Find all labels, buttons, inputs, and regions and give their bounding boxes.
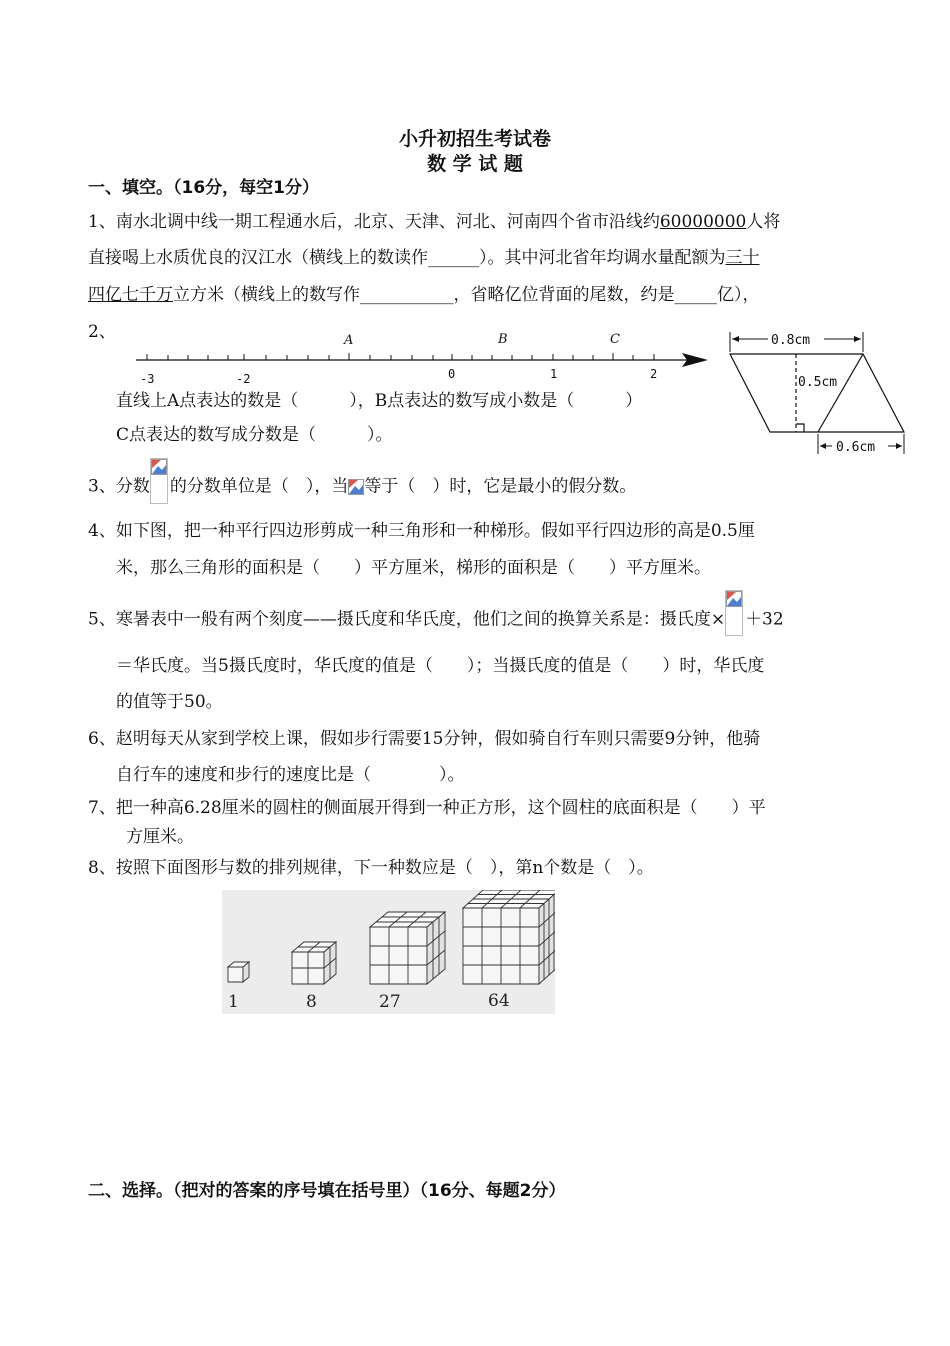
q1-line3-text: 立方米（横线上的数写作___________，省略亿位背面的尾数，约是_____亿），: [173, 285, 760, 305]
point-label-c: C: [610, 332, 620, 347]
cube-1-front-face: [228, 967, 243, 982]
q5-text-b: ＋32: [745, 609, 784, 630]
cube-3-front-face: [370, 927, 427, 984]
q2-line-b: C点表达的数写成分数是（ ）。: [116, 425, 393, 445]
cut-line: [818, 354, 863, 432]
q1-line1-text-a: 1、南水北调中线一期工程通水后，北京、天津、河北、河南四个省市沿线约: [88, 212, 660, 232]
tick-label-neg2: -2: [236, 372, 251, 386]
cube-pattern-image: [222, 890, 555, 1014]
cube-label-64: 64: [488, 991, 510, 1011]
cube-label-1: 1: [228, 992, 239, 1012]
fraction-image-placeholder: [725, 590, 743, 636]
q2-line-a: 直线上A点表达的数是（ ），B点表达的数写成小数是（ ）: [116, 391, 643, 411]
point-label-a: A: [344, 333, 354, 348]
q5-line1: [88, 604, 784, 636]
q3-text-a: 3、分数: [88, 476, 150, 497]
q5-text-a: 5、寒暑表中一般有两个刻度——摄氏度和华氏度，他们之间的换算关系是：摄氏度×: [88, 609, 726, 630]
height-label: 0.5cm: [798, 375, 838, 390]
q1-line3: [88, 283, 760, 307]
q7-line1: 7、把一种高6.28厘米的圆柱的侧面展开得到一种正方形，这个圆柱的底面积是（ ）平: [88, 798, 766, 818]
section1-heading: 一、填空。（16分，每空1分）: [88, 178, 319, 198]
broken-image-icon: [348, 479, 364, 495]
q4-line2: 米，那么三角形的面积是（ ）平方厘米，梯形的面积是（ ）平方厘米。: [116, 558, 711, 578]
q1-underlined-a: 三十: [725, 248, 760, 268]
q1-line2-text: 直接喝上水质优良的汉江水（横线上的数读作______）。其中河北省年均调水量配额为: [88, 248, 726, 268]
q4-line1: 4、如下图，把一种平行四边形剪成一种三角形和一种梯形。假如平行四边形的高是0.5厘: [88, 521, 755, 541]
q5-line2: ＝华氏度。当5摄氏度时，华氏度的值是（ ）；当摄氏度的值是（ ）时，华氏度: [116, 656, 765, 676]
q6-line1: 6、赵明每天从家到学校上课，假如步行需要15分钟，假如骑自行车则只需要9分钟，他骑: [88, 729, 761, 749]
q1-line2: [88, 246, 760, 270]
q3-line: [88, 470, 636, 504]
tick-label-0: 0: [448, 367, 456, 381]
q3-text-b: 的分数单位是（ ），当: [169, 476, 349, 497]
parallelogram-figure: [722, 326, 912, 456]
q1-line1: [88, 210, 780, 234]
page-title: 小升初招生考试卷: [398, 128, 551, 150]
right-angle-mark: [796, 424, 804, 432]
q1-line1-text-b: 人将: [746, 212, 781, 232]
cube-label-8: 8: [306, 992, 317, 1012]
tick-label-1: 1: [550, 367, 558, 381]
broken-image-icon: [151, 459, 167, 475]
tick-label-2: 2: [650, 367, 658, 381]
number-line: [130, 326, 720, 392]
section2-heading: 二、选择。（把对的答案的序号填在括号里）（16分、每题2分）: [88, 1181, 566, 1201]
q1-number: 60000000: [659, 212, 747, 232]
page-subtitle: 数 学 试 题: [427, 153, 523, 175]
parallelogram-outline: [730, 354, 904, 432]
q5-line3: 的值等于50。: [116, 692, 223, 712]
q7-line2: 方厘米。: [126, 827, 194, 847]
tick-label-neg3: -3: [140, 372, 155, 386]
bottom-label: 0.6cm: [836, 440, 876, 455]
q1-underlined-b: 四亿七千万: [88, 285, 173, 305]
trapezoid-top-label: 0.8cm: [771, 333, 811, 348]
q8-line1: 8、按照下面图形与数的排列规律，下一种数应是（ ），第n个数是（ ）。: [88, 858, 654, 878]
q3-text-c: 等于（ ）时，它是最小的假分数。: [364, 476, 637, 497]
q2-number: 2、: [88, 322, 116, 342]
axis-ticks: [147, 353, 654, 360]
q6-line2: 自行车的速度和步行的速度比是（ ）。: [116, 765, 465, 785]
fraction-image-placeholder: [150, 458, 168, 504]
cube-label-27: 27: [379, 992, 401, 1012]
broken-image-icon: [726, 591, 742, 607]
point-label-b: B: [498, 332, 508, 347]
